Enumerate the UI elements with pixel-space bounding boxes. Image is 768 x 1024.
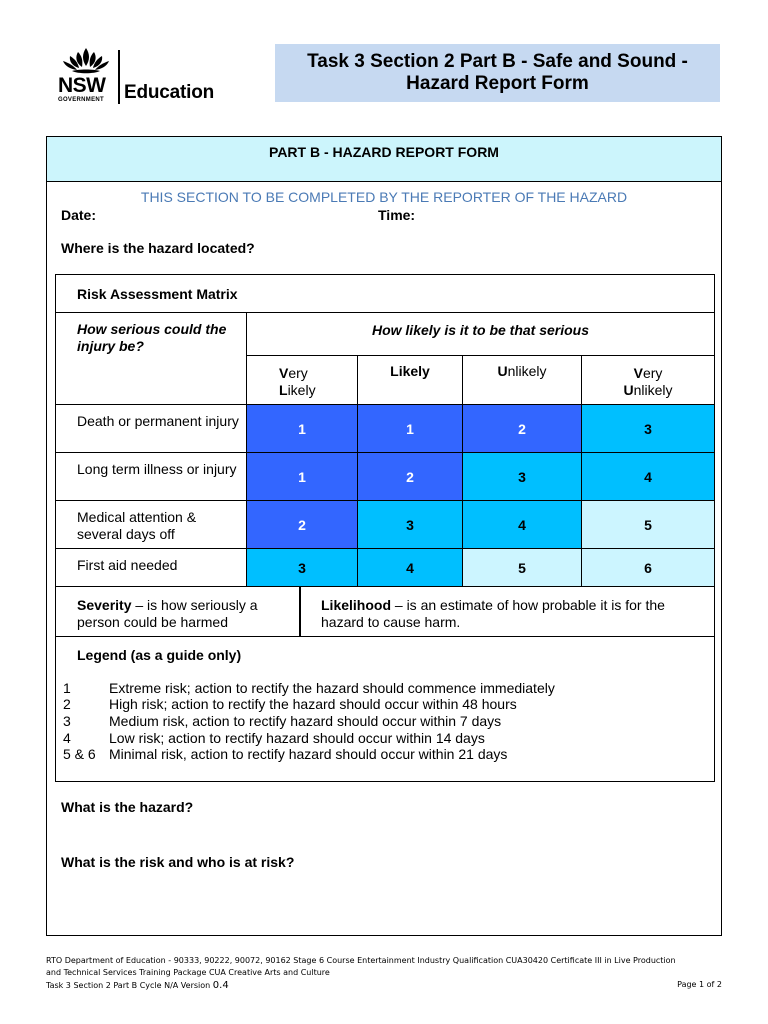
page-number: Page 1 of 2 bbox=[677, 980, 722, 989]
footer-line-3: Task 3 Section 2 Part B Cycle N/A Version 0.4 bbox=[46, 980, 229, 991]
matrix-cell: 5 bbox=[582, 501, 714, 548]
legend-item: 1 Extreme risk; action to rectify the hazard should commence immediately bbox=[63, 680, 555, 696]
matrix-cell: 4 bbox=[358, 549, 462, 586]
matrix-cell: 6 bbox=[582, 549, 714, 586]
matrix-cell: 4 bbox=[582, 453, 714, 500]
matrix-cell: 2 bbox=[463, 405, 581, 452]
document-title bbox=[275, 44, 720, 102]
logo-nsw: NSW bbox=[58, 74, 106, 97]
column-header-unlikely: Unlikely bbox=[497, 363, 547, 379]
legend-item: 5 & 6 Minimal risk, action to rectify hazard should occur within 21 days bbox=[63, 746, 508, 762]
waratah-icon bbox=[58, 46, 114, 74]
severity-question: How serious could the injury be? bbox=[77, 321, 227, 354]
legend-title: Legend (as a guide only) bbox=[77, 647, 242, 663]
title-line-1: Task 3 Section 2 Part B - Safe and Sound - bbox=[307, 51, 688, 72]
matrix-cell: 3 bbox=[582, 405, 714, 452]
column-header-likely: Likely bbox=[390, 363, 430, 379]
footer-line-1: RTO Department of Education - 90333, 90222, 90072, 90162 Stage 6 Course Entertainment Industry Qualification CUA30420 Certificate III in Live Production bbox=[46, 956, 676, 965]
matrix-cell: 1 bbox=[358, 405, 462, 452]
legend-item: 4 Low risk; action to rectify hazard should occur within 14 days bbox=[63, 730, 485, 746]
matrix-cell: 2 bbox=[247, 501, 357, 548]
row-label-long-term: Long term illness or injury bbox=[77, 461, 237, 477]
risk-question: What is the risk and who is at risk? bbox=[61, 854, 295, 870]
hazard-question: What is the hazard? bbox=[61, 799, 194, 815]
legend-item: 3 Medium risk, action to rectify hazard should occur within 7 days bbox=[63, 713, 502, 729]
matrix-cell: 1 bbox=[247, 453, 357, 500]
risk-assessment-matrix bbox=[55, 274, 715, 782]
logo-divider bbox=[118, 50, 120, 104]
date-label: Date: bbox=[61, 207, 97, 223]
row-label-medical: Medical attention & several days off bbox=[77, 509, 197, 542]
matrix-cell: 1 bbox=[247, 405, 357, 452]
likelihood-question: How likely is it to be that serious bbox=[371, 322, 590, 338]
matrix-cell: 3 bbox=[358, 501, 462, 548]
form-heading: PART B - HAZARD REPORT FORM bbox=[47, 137, 721, 182]
legend-item: 2 High risk; action to rectify the hazard should occur within 48 hours bbox=[63, 696, 517, 712]
column-header-very-likely: Very Likely bbox=[279, 365, 316, 398]
row-label-first-aid: First aid needed bbox=[77, 557, 178, 573]
matrix-cell: 3 bbox=[463, 453, 581, 500]
matrix-cell: 2 bbox=[358, 453, 462, 500]
logo-government: GOVERNMENT bbox=[58, 97, 105, 103]
matrix-cell: 3 bbox=[247, 549, 357, 586]
title-line-2: Hazard Report Form bbox=[406, 73, 589, 94]
logo-education: Education bbox=[124, 82, 215, 103]
matrix-cell: 4 bbox=[463, 501, 581, 548]
severity-definition: Severity – is how seriously a person could be harmed bbox=[77, 597, 258, 630]
section-note: THIS SECTION TO BE COMPLETED BY THE REPORTER OF THE HAZARD bbox=[140, 189, 628, 205]
nsw-education-logo bbox=[56, 46, 226, 106]
column-header-very-unlikely: Very Unlikely bbox=[623, 365, 673, 398]
footer-line-2: and Technical Services Training Package CUA Creative Arts and Culture bbox=[46, 968, 330, 977]
row-label-death: Death or permanent injury bbox=[77, 413, 239, 429]
matrix-title: Risk Assessment Matrix bbox=[77, 286, 238, 302]
location-question: Where is the hazard located? bbox=[61, 240, 255, 256]
likelihood-definition: Likelihood – is an estimate of how probable it is for the hazard to cause harm. bbox=[321, 597, 665, 630]
matrix-cell: 5 bbox=[463, 549, 581, 586]
time-label: Time: bbox=[378, 207, 416, 223]
hazard-report-form bbox=[46, 136, 722, 936]
